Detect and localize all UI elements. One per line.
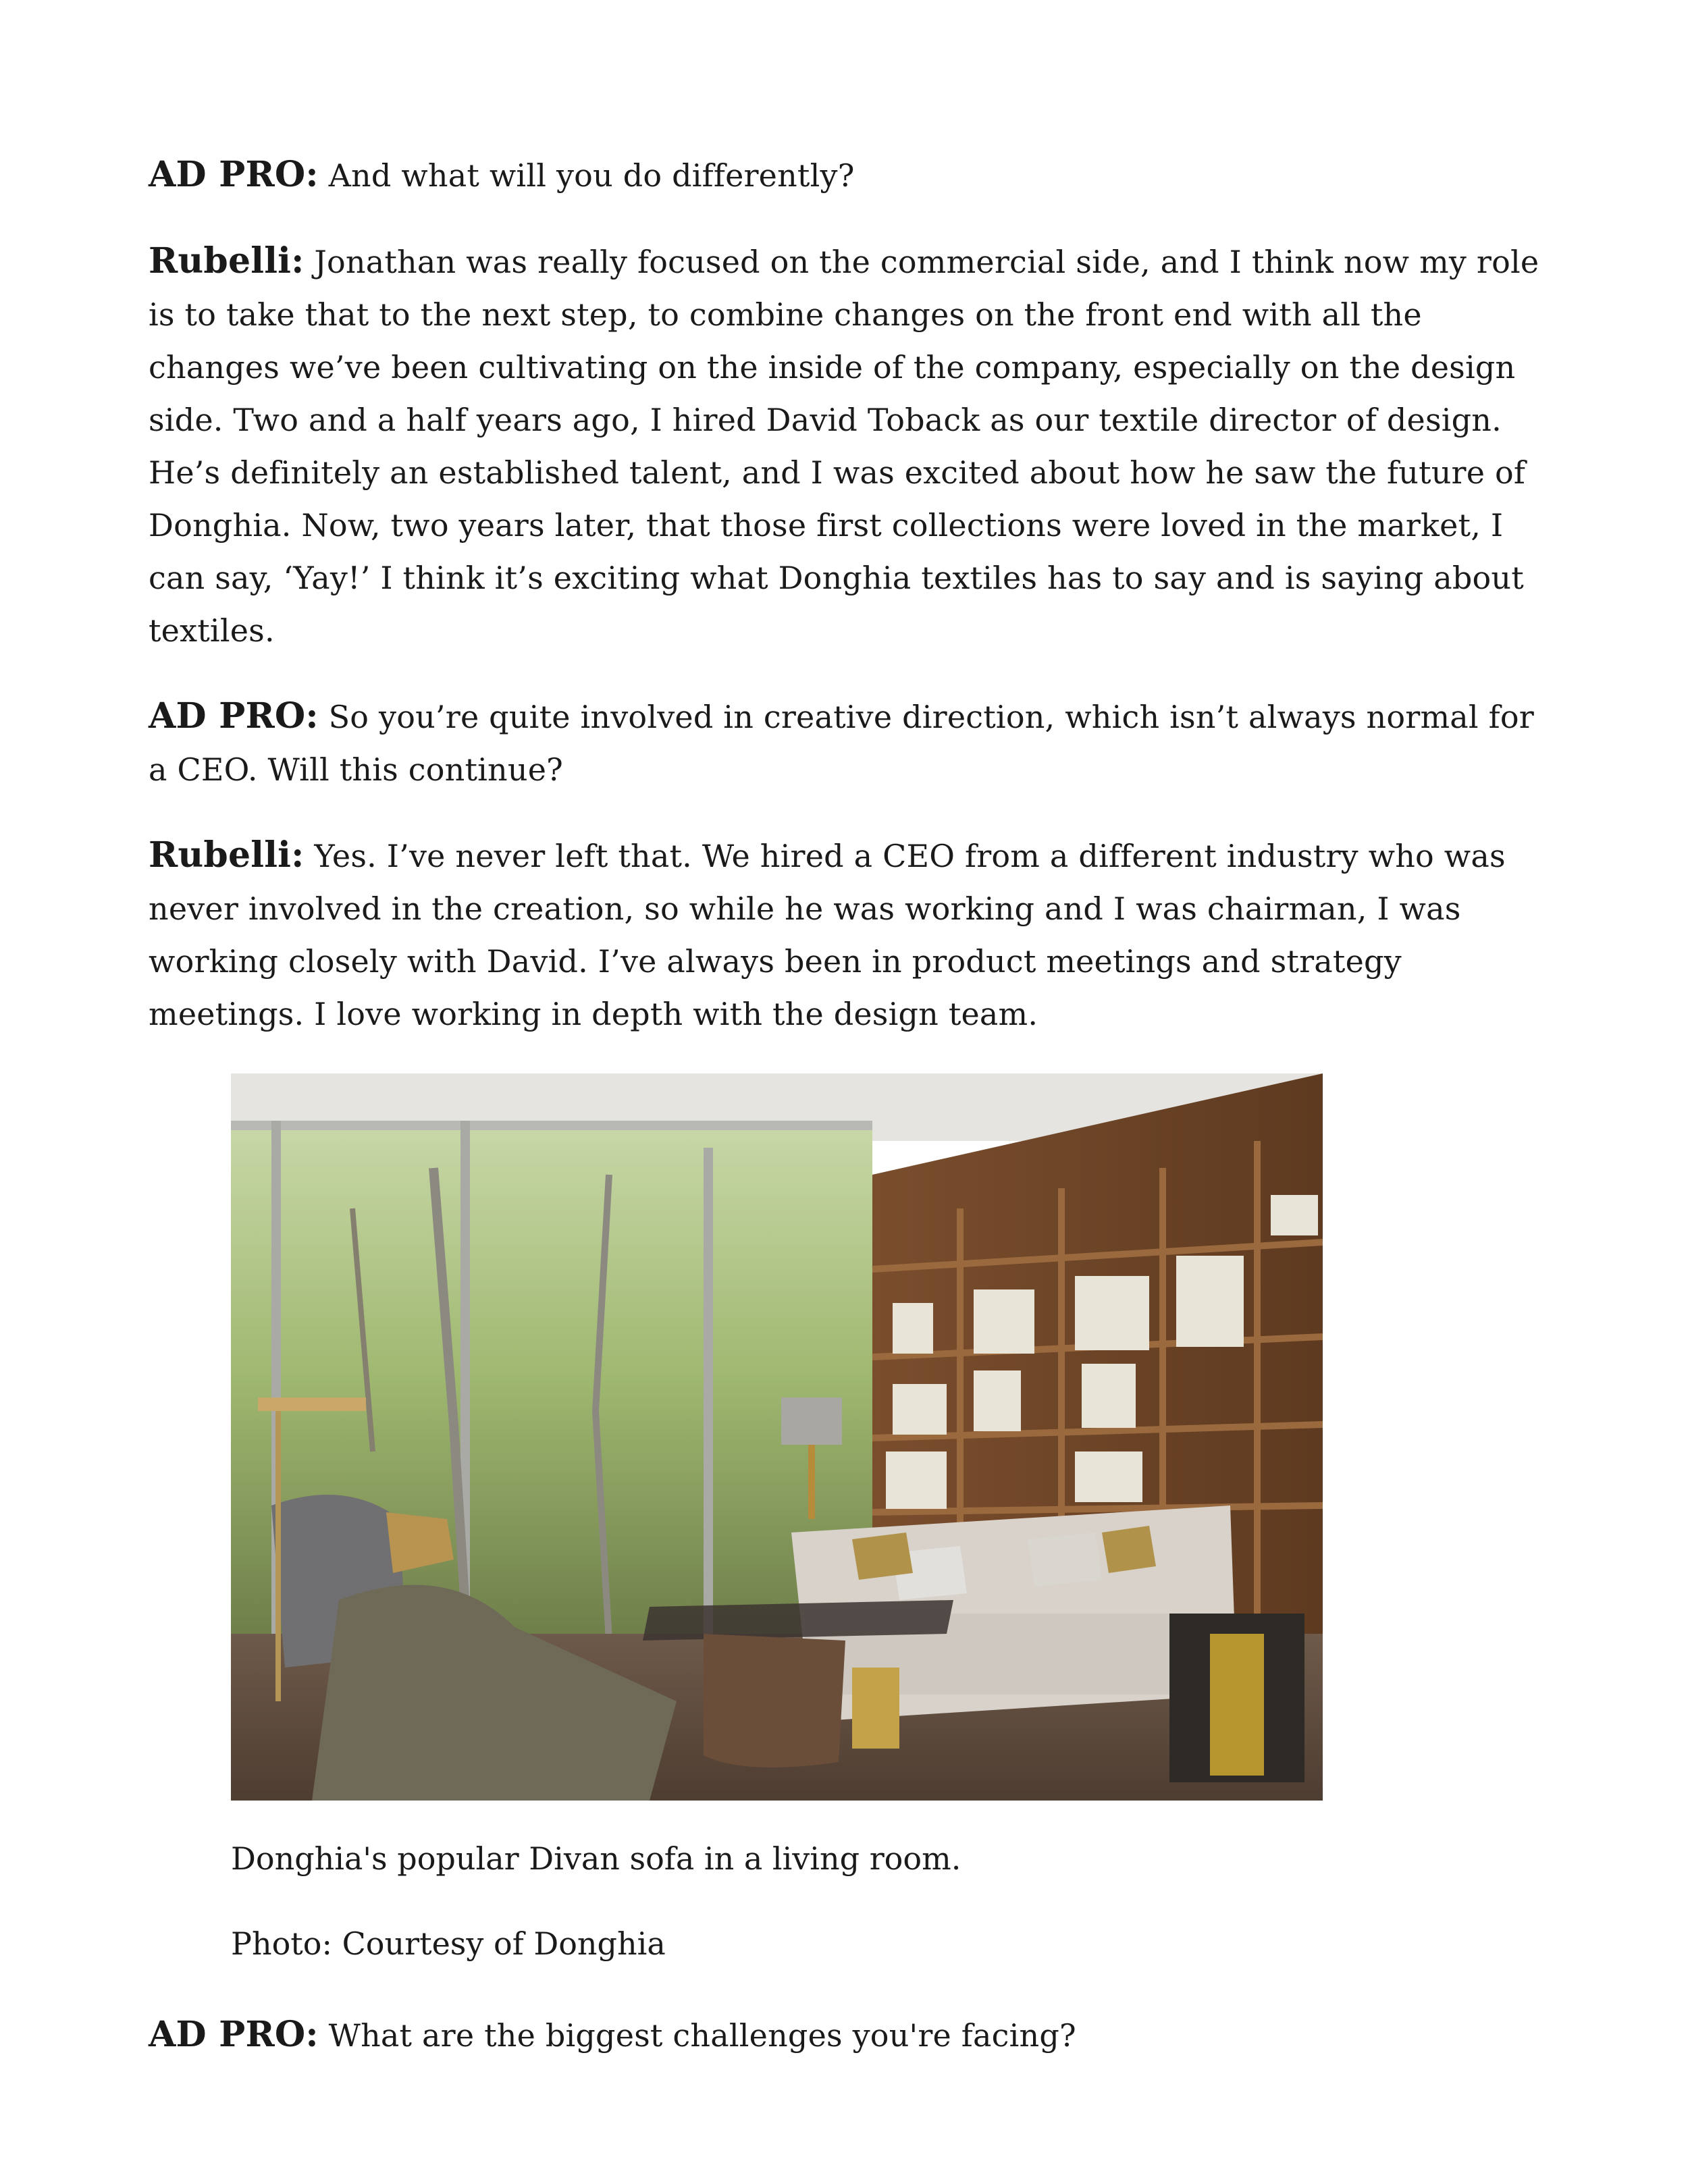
qa-answer-2 (149, 829, 1539, 1040)
qa-text: And what will you do differently? (328, 157, 855, 194)
qa-question-1 (149, 149, 1539, 202)
qa-question-2 (149, 690, 1539, 796)
speaker-label: Rubelli: (149, 240, 305, 282)
qa-text: Jonathan was really focused on the commercial side, and I think now my role is to take that to the next step, to combine changes on the front end with all the changes we’ve been cultivating on the inside of the company, especially on the design side. Two and a half years ago, I hired David Toback as our textile director of design. He’s definitely an established talent, and I was excited about how he saw the future of Donghia. Now, two years later, that those first collections were loved in the market, I can say, ‘Yay!’ I think it’s exciting what Donghia textiles has to say and is saying about textiles. (149, 244, 1539, 649)
qa-text: Yes. I’ve never left that. We hired a CEO from a different industry who was never involved in the creation, so while he was working and I was chairman, I was working closely with David. I’ve always been in product meetings and strategy meetings. I love working in depth with the design team. (149, 838, 1506, 1032)
speaker-label: AD PRO: (149, 2014, 319, 2055)
qa-text: What are the biggest challenges you're facing? (328, 2017, 1076, 2054)
qa-text: So you’re quite involved in creative direction, which isn’t always normal for a CEO. Will this continue? (149, 699, 1534, 788)
article-figure (231, 1073, 1323, 1964)
figure-caption: Donghia's popular Divan sofa in a living room. (231, 1840, 961, 1877)
living-room-photo (231, 1073, 1323, 1801)
speaker-label: Rubelli: (149, 834, 305, 876)
qa-question-3 (149, 2008, 1539, 2062)
speaker-label: AD PRO: (149, 695, 319, 737)
speaker-label: AD PRO: (149, 154, 319, 195)
article-body (149, 149, 1539, 2095)
qa-answer-1 (149, 235, 1539, 657)
photo-credit: Photo: Courtesy of Donghia (231, 1925, 666, 1962)
